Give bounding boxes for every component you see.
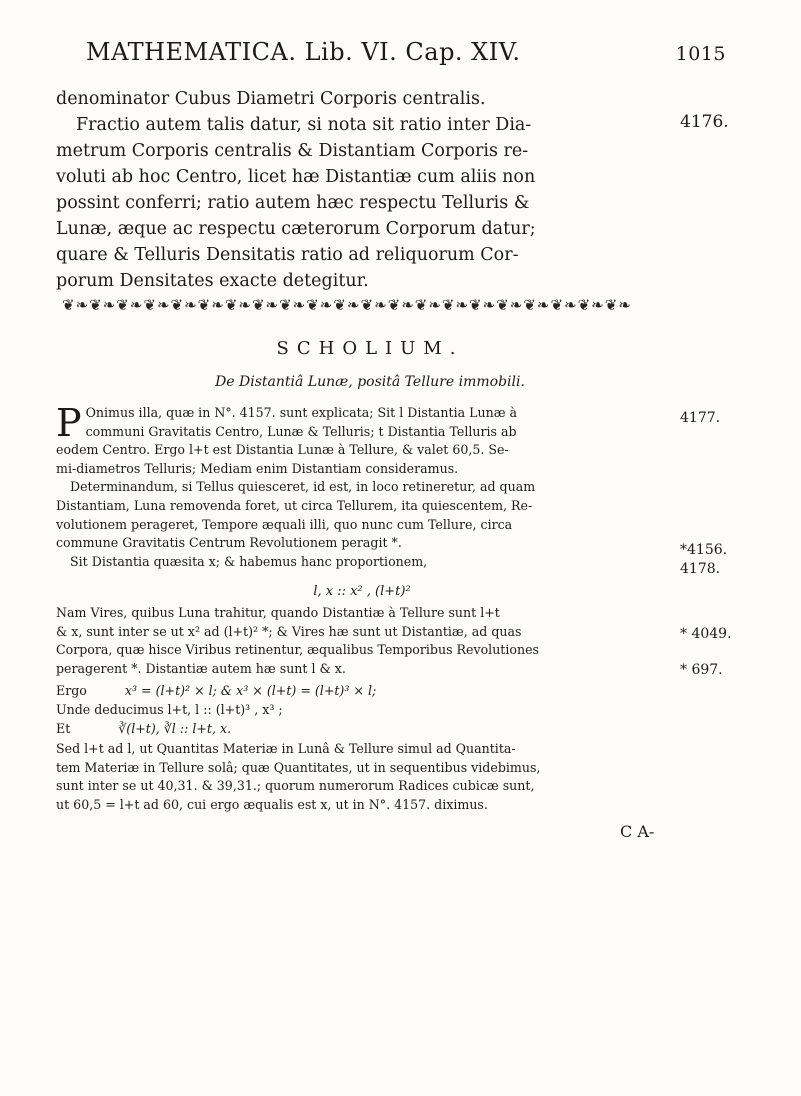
formula-label: Et — [56, 721, 71, 736]
text-line: Nam Vires, quibus Luna trahitur, quando Distantiæ à Tellure sunt l+t — [56, 605, 500, 620]
running-title: MATHEMATICA. Lib. VI. Cap. XIV. — [86, 38, 521, 66]
margin-reference: * 4049. — [680, 626, 732, 642]
paragraph-vires — [56, 604, 668, 678]
text-line: volutionem perageret, Tempore æquali illi, quo nunc cum Tellure, circa — [56, 516, 513, 532]
text-line: Distantiam, Luna removenda foret, ut circa Tellurem, ita quiescentem, Re- — [56, 497, 533, 513]
text-line: Onimus illa, quæ in N°. 4157. sunt explicata; Sit l Distantia Lunæ à — [85, 405, 518, 420]
text-line: Determinandum, si Tellus quiesceret, id est, in loco retineretur, ad quam — [70, 479, 536, 495]
text-line: Sed l+t ad l, ut Quantitas Materiæ in Lunâ & Tellure simul ad Quantita- — [56, 741, 516, 756]
formula-proportion: l, x :: x² , (l+t)² — [313, 584, 411, 599]
intro-paragraph — [56, 86, 668, 294]
ornament-rule: ❦❧❦❧❦❧❦❧❦❧❦❧❦❧❦❧❦❧❦❧❦❧❦❧❦❧❦❧❦❧❦❧❦❧❦❧❦❧❦❧❦❧ — [62, 296, 632, 314]
paragraph-sed — [56, 740, 668, 814]
text-line: Fractio autem talis datur, si nota sit ratio inter Dia- — [76, 115, 532, 135]
text-line: Corpora, quæ hisce Viribus retinentur, æqualibus Temporibus Revolutiones — [56, 642, 540, 658]
text-line: peragerent *. Distantiæ autem hæ sunt l & x. — [56, 660, 346, 676]
text-line: tem Materiæ in Tellure solâ; quæ Quantitates, ut in sequentibus videbimus, — [56, 759, 541, 775]
text-line: eodem Centro. Ergo l+t est Distantia Lunæ à Tellure, & valet 60,5. Se- — [56, 442, 509, 458]
text-line: communi Gravitatis Centro, Lunæ & Telluris; t Distantia Telluris ab — [85, 423, 517, 439]
formula-unde — [56, 701, 668, 720]
margin-reference: *4156. — [680, 542, 728, 558]
text-line: ut 60,5 = l+t ad 60, cui ergo æqualis est x, ut in N°. 4157. diximus. — [56, 796, 488, 812]
margin-paragraph-number: 4176. — [680, 112, 729, 132]
formula-text: ∛(l+t), ∛l :: l+t, x. — [118, 721, 232, 736]
drop-cap: P — [56, 401, 82, 445]
text-line: quare & Telluris Densitatis ratio ad reliquorum Cor- — [56, 245, 519, 265]
scholium-heading: SCHOLIUM. — [276, 338, 464, 359]
text-line: sunt inter se ut 40,31. & 39,31.; quorum numerorum Radices cubicæ sunt, — [56, 778, 535, 794]
formula-ergo — [56, 682, 668, 701]
text-line: denominator Cubus Diametri Corporis centralis. — [56, 89, 486, 109]
formula-text: x³ = (l+t)² × l; & x³ × (l+t) = (l+t)³ × l; — [124, 683, 377, 698]
formula-et — [56, 720, 668, 739]
text-line: mi-diametros Telluris; Mediam enim Distantiam consideramus. — [56, 460, 459, 476]
margin-reference: * 697. — [680, 662, 723, 678]
text-line: Unde deducimus l+t, l :: (l+t)³ , x³ ; — [56, 702, 283, 717]
catchword: C A- — [620, 822, 655, 841]
margin-paragraph-number: 4178. — [680, 561, 721, 577]
paragraph-posito — [56, 401, 668, 571]
formula-label: Ergo — [56, 683, 87, 698]
text-line: Sit Distantia quæsita x; & habemus hanc proportionem, — [70, 553, 428, 569]
text-line: voluti ab hoc Centro, licet hæ Distantiæ cum aliis non — [56, 167, 536, 187]
text-line: metrum Corporis centralis & Distantiam Corporis re- — [56, 141, 529, 161]
page-number: 1015 — [675, 43, 726, 65]
text-line: Lunæ, æque ac respectu cæterorum Corporum datur; — [56, 219, 536, 239]
running-head — [86, 38, 726, 66]
text-line: porum Densitates exacte detegitur. — [56, 271, 369, 291]
text-line: commune Gravitatis Centrum Revolutionem peragit *. — [56, 535, 402, 551]
text-line: & x, sunt inter se ut x² ad (l+t)² *; & Vires hæ sunt ut Distantiæ, ad quas — [56, 623, 522, 639]
text-line: possint conferri; ratio autem hæc respectu Telluris & — [56, 193, 530, 213]
scholium-subtitle: De Distantiâ Lunæ, positâ Tellure immobili. — [215, 374, 525, 390]
margin-paragraph-number: 4177. — [680, 410, 721, 426]
